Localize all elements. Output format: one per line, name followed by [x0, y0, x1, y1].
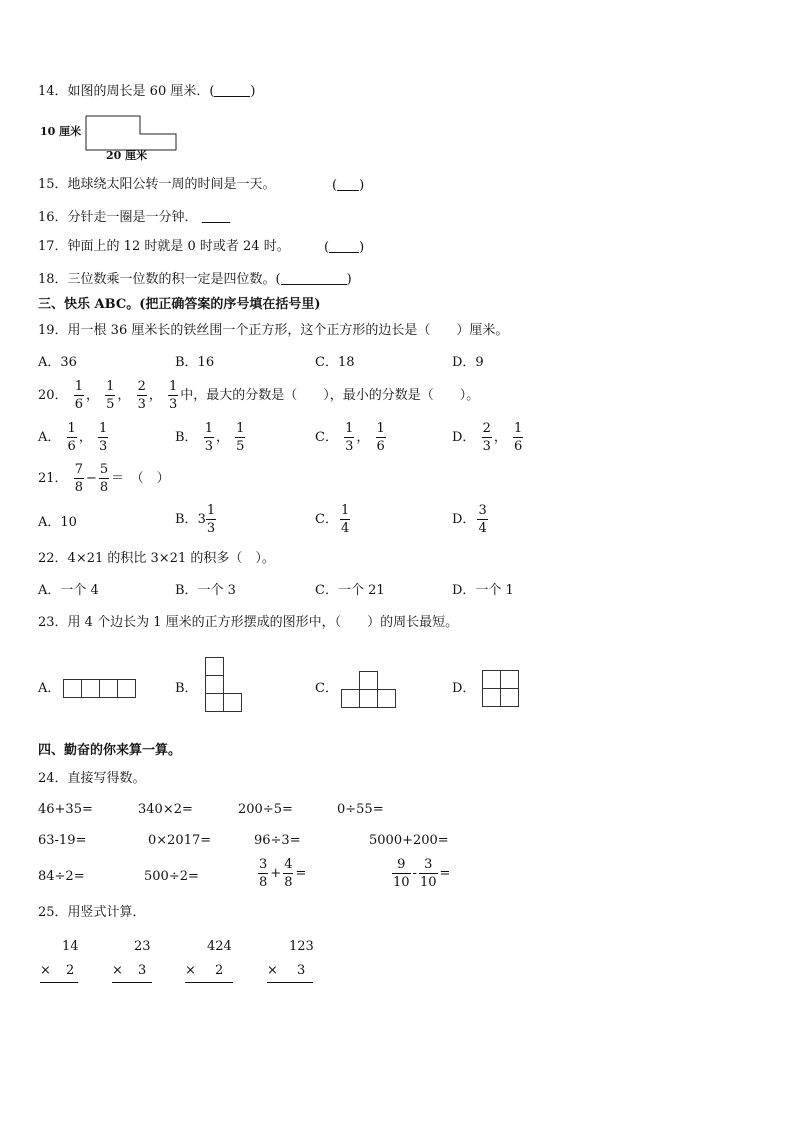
q22-option-a[interactable]: A．一个 4: [38, 583, 99, 598]
q23-option-b-figure[interactable]: [205, 657, 245, 715]
q17-answer: ( ): [324, 240, 365, 255]
q18-stem: 18．三位数乘一位数的积一定是四位数。(: [38, 272, 281, 287]
q14-stem: 14．如图的周长是 60 厘米．(: [38, 84, 215, 99]
q24-item: 63-19=: [38, 833, 87, 848]
q25-vertical-2: 23 × 3: [112, 940, 154, 986]
q23-option-a-label[interactable]: A．: [38, 681, 61, 696]
q17-stem: 17．钟面上的 12 时就是 0 时或者 24 时。: [38, 239, 290, 254]
q18-answer-blank[interactable]: [281, 272, 347, 285]
q23-option-a-figure[interactable]: [63, 679, 139, 698]
q20-stem: 20． $\frac{1}{6}$ ， $\frac{1}{5}$ ， $\frac{2}{3}$ ， $\frac{1}{3}$ 中，最大的分数是（ ），最小的分数是（ ）。: [38, 379, 480, 412]
q19-option-c[interactable]: C．18: [315, 355, 355, 370]
q24-item: 500÷2=: [144, 869, 199, 884]
q14-shape: [84, 114, 184, 154]
q20-option-a[interactable]: A． $\frac{1}{6}$ ， $\frac{1}{3}$: [38, 421, 108, 454]
q21-option-d[interactable]: D． $\frac{3}{4}$: [452, 503, 487, 536]
q24-item: 5000+200=: [369, 833, 449, 848]
q25-underline: [40, 982, 78, 983]
q25-underline: [185, 982, 233, 983]
q21-option-c[interactable]: C． $\frac{1}{4}$: [315, 503, 350, 536]
q17-row: [38, 240, 290, 253]
q14-close: ): [250, 84, 256, 99]
q20-option-d[interactable]: D． $\frac{2}{3}$ ， $\frac{1}{6}$: [452, 421, 523, 454]
q20-option-c[interactable]: C． $\frac{1}{3}$ ， $\frac{1}{6}$: [315, 421, 385, 454]
q20-frac-1: $\frac{1}{6}$: [74, 379, 83, 412]
q23-option-c-figure[interactable]: [341, 671, 399, 709]
q19-option-b[interactable]: B．16: [175, 355, 215, 370]
q25-stem: 25．用竖式计算．: [38, 905, 146, 920]
q24-fraction-diff: $\frac{9}{10}$ - $\frac{3}{10}$ =: [393, 857, 451, 890]
q23-option-d-label[interactable]: D．: [452, 681, 476, 696]
q17-answer-blank[interactable]: [329, 240, 359, 253]
q24-item: 84÷2=: [38, 869, 85, 884]
q25-underline: [112, 982, 152, 983]
q20-frac-4: $\frac{1}{3}$: [169, 379, 178, 412]
q23-option-b-label[interactable]: B．: [175, 681, 198, 696]
q14-text: [38, 84, 256, 98]
q20-option-b[interactable]: B． $\frac{1}{3}$ ， $\frac{1}{5}$: [175, 421, 245, 454]
q25-vertical-3: 424 × 2: [185, 940, 235, 986]
q20-frac-3: $\frac{2}{3}$: [137, 379, 146, 412]
q18-row: 18．三位数乘一位数的积一定是四位数。( ): [38, 272, 352, 287]
q19-option-d[interactable]: D．9: [452, 355, 484, 370]
q21-frac-b: $\frac{5}{8}$: [99, 462, 109, 495]
q23-stem: 23．用 4 个边长为 1 厘米的正方形摆成的图形中，（ ）的周长最短。: [38, 615, 459, 630]
q16-answer-blank[interactable]: [202, 210, 230, 223]
q14-fig-left-label: 10 厘米: [40, 125, 82, 138]
q15-stem: 15．地球绕太阳公转一周的时间是一天。: [38, 177, 276, 192]
q21-frac-a: $\frac{7}{8}$: [74, 462, 83, 495]
section3-title: 三、快乐 ABC。(把正确答案的序号填在括号里): [38, 297, 321, 312]
q20-frac-2: $\frac{1}{5}$: [106, 379, 115, 412]
q25-vertical-1: 14 × 2: [40, 940, 80, 986]
q15-answer: ( ): [332, 178, 365, 193]
q24-item: 0÷55=: [337, 802, 384, 817]
q15-row: [38, 178, 276, 191]
q16-stem: 16．分针走一圈是一分钟．: [38, 210, 198, 225]
q19-option-a[interactable]: A．36: [38, 355, 77, 370]
q24-item: 46+35=: [38, 802, 93, 817]
q24-item: 340×2=: [138, 802, 193, 817]
q22-option-c[interactable]: C．一个 21: [315, 583, 385, 598]
q24-fraction-sum: $\frac{3}{8}$ + $\frac{4}{8}$ =: [259, 857, 307, 890]
q21-stem: 21． $\frac{7}{8}$ − $\frac{5}{8}$ ＝ （ ）: [38, 462, 170, 495]
q23-option-d-figure[interactable]: [482, 670, 520, 708]
q16-row: [38, 210, 230, 224]
q24-item: 200÷5=: [238, 802, 293, 817]
q15-answer-blank[interactable]: [337, 178, 359, 191]
q22-option-b[interactable]: B．一个 3: [175, 583, 236, 598]
q24-item: 0×2017=: [148, 833, 212, 848]
q14-fig-bottom-label: 20 厘米: [106, 149, 148, 162]
q25-vertical-4: 123 × 3: [267, 940, 315, 986]
q24-stem: 24．直接写得数。: [38, 771, 146, 786]
q22-option-d[interactable]: D．一个 1: [452, 583, 514, 598]
q21-option-a[interactable]: A．10: [38, 515, 77, 530]
q21-option-b[interactable]: B．3 $\frac{1}{3}$: [175, 503, 216, 536]
q23-option-c-label[interactable]: C．: [315, 681, 338, 696]
section4-title: 四、勤奋的你来算一算。: [38, 743, 182, 758]
q25-underline: [267, 982, 313, 983]
q22-stem: 22．4×21 的积比 3×21 的积多（ ）。: [38, 551, 275, 566]
q14-figure: [40, 112, 200, 164]
q14-answer-blank[interactable]: [214, 84, 250, 97]
q19-stem: 19．用一根 36 厘米长的铁丝围一个正方形，这个正方形的边长是（ ）厘米。: [38, 323, 509, 338]
q24-item: 96÷3=: [254, 833, 301, 848]
